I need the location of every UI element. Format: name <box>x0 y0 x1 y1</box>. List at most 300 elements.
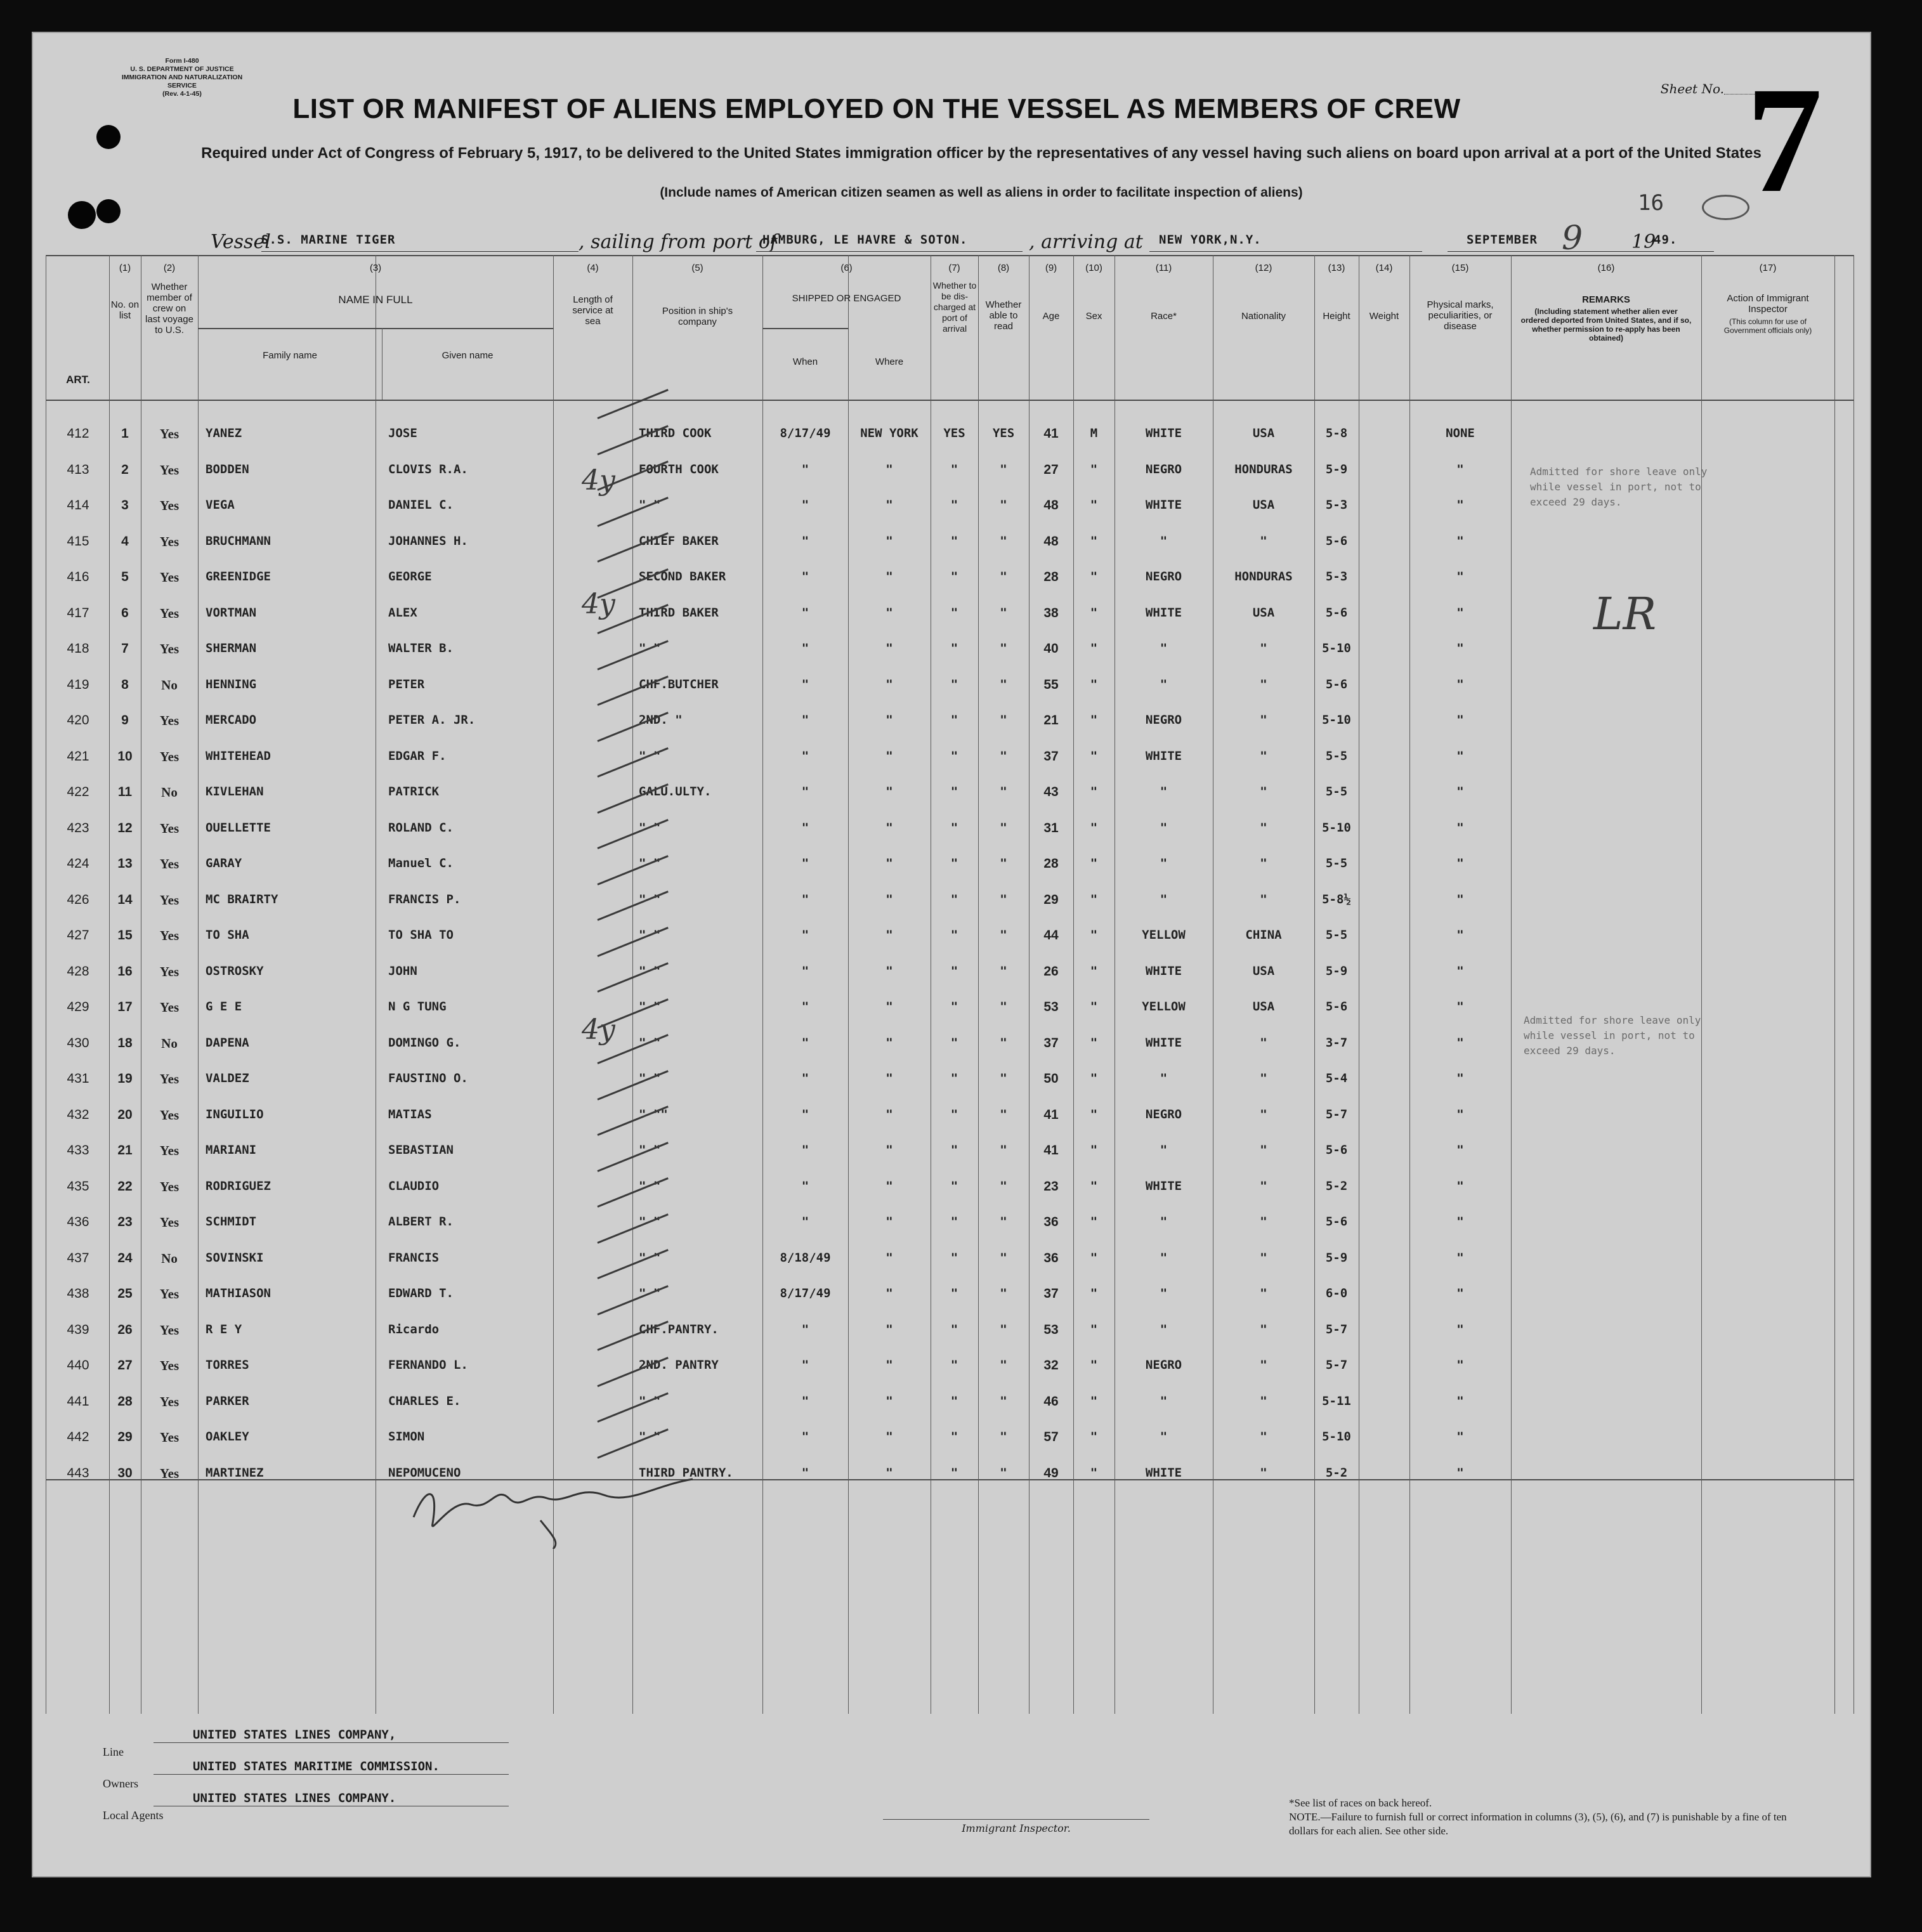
cell-position: " " <box>639 928 661 942</box>
arrival-month: SEPTEMBER <box>1467 233 1538 247</box>
cell-marks: " <box>1456 856 1464 870</box>
cell-nat: " <box>1260 820 1267 835</box>
cell-where: " <box>886 498 893 512</box>
cell-no: 9 <box>121 713 129 728</box>
cell-where: " <box>886 892 893 906</box>
cell-dis: " <box>950 498 958 512</box>
cell-read: " <box>1000 1430 1007 1444</box>
col-1-label: No. on list <box>110 299 140 321</box>
cell-marks: " <box>1456 1430 1464 1444</box>
cell-where: " <box>886 785 893 799</box>
page-subtitle: Required under Act of Congress of February 5, 1917, to be delivered to the United States immigration officer by the representatives of any vessel having such aliens on board upon arrival at a port of the United States <box>201 145 1762 162</box>
cell-when: " <box>801 462 809 476</box>
cell-dis: " <box>950 892 958 906</box>
cell-where: " <box>886 1250 893 1265</box>
cell-position: " " <box>639 1178 661 1193</box>
cell-read: " <box>1000 1071 1007 1085</box>
cell-sex: " <box>1090 677 1098 691</box>
col-13-num: (13) <box>1328 263 1345 273</box>
cell-marks: " <box>1456 820 1464 835</box>
cell-dis: " <box>950 570 958 584</box>
cell-height: 5-9 <box>1325 462 1348 476</box>
cell-race: NEGRO <box>1145 1358 1182 1372</box>
cell-nat: CHINA <box>1245 928 1282 942</box>
cell-position: GALU.ULTY. <box>639 785 712 799</box>
cell-no: 24 <box>117 1250 133 1265</box>
col-5-num: (5) <box>691 263 703 273</box>
cell-age: 36 <box>1043 1215 1059 1229</box>
cell-no: 16 <box>117 963 133 979</box>
cell-sex: " <box>1090 570 1098 584</box>
cell-nat: USA <box>1252 963 1275 978</box>
cell-race: NEGRO <box>1145 462 1182 476</box>
date-underline <box>1448 251 1714 252</box>
table-rule <box>46 400 1853 401</box>
cell-age: 21 <box>1043 713 1059 728</box>
cell-nat: " <box>1260 748 1267 763</box>
col-6-label: SHIPPED OR ENGAGED <box>792 293 901 304</box>
cell-no: 20 <box>117 1107 133 1122</box>
cell-art: 419 <box>67 677 89 692</box>
cell-marks: " <box>1456 462 1464 476</box>
cell-crew: No <box>161 677 178 693</box>
cell-dis: " <box>950 462 958 476</box>
col-art-label: ART. <box>66 374 90 386</box>
page-instruction: (Include names of American citizen seamen as well as aliens in order to facilitate inspection of aliens) <box>660 185 1303 200</box>
cell-read: " <box>1000 1178 1007 1193</box>
departure-port: HAMBURG, LE HAVRE & SOTON. <box>762 233 968 247</box>
cell-crew: Yes <box>159 820 180 836</box>
cell-nat: USA <box>1252 605 1275 620</box>
cell-sex: " <box>1090 1107 1098 1121</box>
cell-age: 57 <box>1043 1430 1059 1444</box>
cell-when: " <box>801 892 809 906</box>
cell-marks: " <box>1456 1071 1464 1085</box>
owners-value: UNITED STATES MARITIME COMMISSION. <box>193 1759 440 1773</box>
cell-art: 438 <box>67 1286 89 1301</box>
cell-sex: " <box>1090 1430 1098 1444</box>
cell-no: 7 <box>121 641 129 656</box>
cell-sex: " <box>1090 713 1098 727</box>
cell-sex: " <box>1090 498 1098 512</box>
table-rule <box>46 255 1853 256</box>
cell-age: 28 <box>1043 856 1059 871</box>
cell-race: NEGRO <box>1145 570 1182 584</box>
cell-no: 8 <box>121 677 129 692</box>
cell-read: " <box>1000 713 1007 727</box>
cell-race: " <box>1160 1430 1168 1444</box>
col-9-label: Age <box>1042 311 1060 322</box>
cell-dis: " <box>950 1358 958 1372</box>
cell-given: SEBASTIAN <box>388 1143 454 1157</box>
cell-where: " <box>886 1465 893 1480</box>
cell-given: DANIEL C. <box>388 498 454 512</box>
cell-no: 11 <box>117 785 133 799</box>
cell-height: 5-7 <box>1325 1107 1348 1121</box>
cell-height: 5-10 <box>1322 713 1351 727</box>
form-identifier <box>112 57 252 98</box>
col-15-num: (15) <box>1451 263 1469 273</box>
subheader-rule <box>198 328 553 329</box>
cell-crew: Yes <box>159 533 180 549</box>
cell-sex: M <box>1090 426 1098 440</box>
cell-where: " <box>886 1286 893 1300</box>
cell-dis: " <box>950 1286 958 1300</box>
cell-age: 46 <box>1043 1394 1059 1409</box>
col-5-label: Position in ship's company <box>662 306 733 327</box>
cell-given: CHARLES E. <box>388 1394 461 1408</box>
cell-height: 5-10 <box>1322 641 1351 655</box>
cell-height: 5-3 <box>1325 570 1348 584</box>
form-id-line: (Rev. 4-1-45) <box>162 90 202 98</box>
cell-family: BRUCHMANN <box>206 533 271 548</box>
cell-marks: " <box>1456 785 1464 799</box>
owners-underline <box>154 1774 509 1775</box>
cell-dis: " <box>950 1394 958 1408</box>
line-underline <box>154 1742 509 1743</box>
cell-height: 5-6 <box>1325 605 1348 620</box>
cell-dis: " <box>950 1035 958 1050</box>
cell-dis: " <box>950 1250 958 1265</box>
cell-when: " <box>801 963 809 978</box>
cell-height: 5-7 <box>1325 1358 1348 1372</box>
cell-race: " <box>1160 1250 1168 1265</box>
cell-nat: HONDURAS <box>1234 570 1293 584</box>
cell-art: 432 <box>67 1107 89 1122</box>
cell-read: " <box>1000 1000 1007 1014</box>
cell-nat: " <box>1260 1215 1267 1229</box>
cell-position: " " <box>639 820 661 835</box>
cell-family: SOVINSKI <box>206 1250 264 1265</box>
cell-art: 440 <box>67 1358 89 1373</box>
cell-marks: " <box>1456 1107 1464 1121</box>
cell-where: " <box>886 1215 893 1229</box>
cell-family: VEGA <box>206 498 235 512</box>
cell-when: " <box>801 1215 809 1229</box>
col-7-num: (7) <box>948 263 960 273</box>
cell-crew: Yes <box>159 928 180 943</box>
cell-art: 429 <box>67 1000 89 1014</box>
cell-read: " <box>1000 462 1007 476</box>
cell-height: 5-2 <box>1325 1178 1348 1193</box>
cell-position: " " <box>639 1071 661 1085</box>
form-id-line: Form I-480 <box>165 57 199 65</box>
cell-family: SCHMIDT <box>206 1215 257 1229</box>
cell-crew: Yes <box>159 856 180 871</box>
cell-art: 433 <box>67 1143 89 1158</box>
col-13-label: Height <box>1323 311 1350 322</box>
col-7-label: Whether to be dis-charged at port of arrival <box>932 280 977 334</box>
cell-when: " <box>801 641 809 655</box>
cell-family: OUELLETTE <box>206 820 271 835</box>
subheader-rule <box>762 328 848 329</box>
cell-no: 2 <box>121 462 129 477</box>
cell-given: Ricardo <box>388 1322 440 1336</box>
cell-position: " "" <box>639 1107 668 1121</box>
cell-race: " <box>1160 533 1168 548</box>
col-14-label: Weight <box>1369 311 1399 322</box>
cell-read: " <box>1000 641 1007 655</box>
cell-age: 43 <box>1043 785 1059 799</box>
manifest-footer <box>33 1714 1873 1879</box>
cell-art: 418 <box>67 641 89 656</box>
cell-when: " <box>801 533 809 548</box>
service-mark: 4y <box>582 1014 615 1046</box>
cell-age: 38 <box>1043 605 1059 620</box>
cell-height: 5-5 <box>1325 748 1348 763</box>
cell-when: " <box>801 856 809 870</box>
col-16-label: REMARKS <box>1582 294 1630 305</box>
cell-when: " <box>801 820 809 835</box>
cell-crew: No <box>161 785 178 800</box>
cell-nat: " <box>1260 1035 1267 1050</box>
cell-position: " " <box>639 963 661 978</box>
cell-no: 15 <box>117 928 133 943</box>
arrival-day: 9 <box>1562 219 1583 258</box>
cell-marks: " <box>1456 1465 1464 1480</box>
cell-read: " <box>1000 820 1007 835</box>
cell-age: 36 <box>1043 1250 1059 1265</box>
cell-no: 13 <box>117 856 133 871</box>
inspector-initials: LR <box>1593 588 1657 640</box>
cell-position: " " <box>639 1250 661 1265</box>
cell-position: " " <box>639 1394 661 1408</box>
cell-sex: " <box>1090 533 1098 548</box>
cell-art: 415 <box>67 533 89 549</box>
cell-dis: " <box>950 533 958 548</box>
cell-family: MARIANI <box>206 1143 257 1157</box>
cell-sex: " <box>1090 856 1098 870</box>
cell-given: NEPOMUCENO <box>388 1465 461 1480</box>
cell-art: 437 <box>67 1250 89 1265</box>
cell-art: 431 <box>67 1071 89 1086</box>
cell-read: YES <box>992 426 1015 440</box>
cell-dis: YES <box>943 426 965 440</box>
cell-position: " " <box>639 1000 661 1014</box>
cell-nat: " <box>1260 1465 1267 1480</box>
cell-no: 6 <box>121 605 129 620</box>
cell-dis: " <box>950 1178 958 1193</box>
cell-family: MC BRAIRTY <box>206 892 278 906</box>
cell-where: " <box>886 963 893 978</box>
cell-when: " <box>801 570 809 584</box>
cell-race: " <box>1160 892 1168 906</box>
cell-age: 31 <box>1043 820 1059 835</box>
cell-no: 5 <box>121 570 129 584</box>
cell-where: " <box>886 928 893 942</box>
cell-family: MERCADO <box>206 713 257 727</box>
cell-where: " <box>886 1000 893 1014</box>
cell-when: " <box>801 677 809 691</box>
cell-dis: " <box>950 1071 958 1085</box>
arrival-port: NEW YORK,N.Y. <box>1159 233 1262 247</box>
cell-sex: " <box>1090 1178 1098 1193</box>
cell-given: ALEX <box>388 605 417 620</box>
cell-marks: " <box>1456 498 1464 512</box>
cell-race: NEGRO <box>1145 1107 1182 1121</box>
page-title: LIST OR MANIFEST OF ALIENS EMPLOYED ON THE VESSEL AS MEMBERS OF CREW <box>292 93 1461 124</box>
punch-hole <box>96 125 121 149</box>
cell-dis: " <box>950 677 958 691</box>
cell-nat: " <box>1260 1107 1267 1121</box>
col-2-num: (2) <box>163 263 176 273</box>
cell-family: GREENIDGE <box>206 570 271 584</box>
cell-age: 40 <box>1043 641 1059 656</box>
service-mark: 4y <box>582 588 615 620</box>
remark-line: Admitted for shore leave only <box>1530 466 1708 478</box>
cell-family: KIVLEHAN <box>206 785 264 799</box>
cell-position: " " <box>639 641 661 655</box>
cell-marks: " <box>1456 533 1464 548</box>
cell-age: 37 <box>1043 1286 1059 1301</box>
table-row <box>46 1452 1853 1494</box>
fine-note: NOTE.—Failure to furnish full or correct information in columns (3), (5), (6), and (7) is punishable by a fine of ten dollars for each alien. See other side. <box>1289 1811 1787 1837</box>
cell-position: CHIEF BAKER <box>639 533 719 548</box>
cell-sex: " <box>1090 892 1098 906</box>
col-16-num: (16) <box>1597 263 1615 273</box>
cell-read: " <box>1000 1286 1007 1300</box>
cell-race: NEGRO <box>1145 713 1182 727</box>
cell-given: DOMINGO G. <box>388 1035 461 1050</box>
cell-sex: " <box>1090 1000 1098 1014</box>
cell-family: HENNING <box>206 677 257 691</box>
cell-marks: " <box>1456 1358 1464 1372</box>
port-underline <box>756 251 1023 252</box>
cell-art: 430 <box>67 1035 89 1050</box>
cell-crew: No <box>161 1250 178 1266</box>
cell-race: " <box>1160 1071 1168 1085</box>
cell-no: 23 <box>117 1215 133 1229</box>
cell-height: 5-6 <box>1325 1215 1348 1229</box>
cell-no: 17 <box>117 1000 133 1014</box>
cell-read: " <box>1000 498 1007 512</box>
cell-given: FRANCIS P. <box>388 892 461 906</box>
cell-race: WHITE <box>1145 605 1182 620</box>
cell-crew: Yes <box>159 1143 180 1158</box>
cell-when: " <box>801 928 809 942</box>
remark-line: while vessel in port, not to <box>1524 1029 1695 1041</box>
cell-position: " " <box>639 1035 661 1050</box>
cell-age: 26 <box>1043 963 1059 979</box>
cell-given: Manuel C. <box>388 856 454 870</box>
cell-when: " <box>801 1107 809 1121</box>
cell-family: MATHIASON <box>206 1286 271 1300</box>
cell-when: " <box>801 1035 809 1050</box>
cell-dis: " <box>950 963 958 978</box>
cell-marks: " <box>1456 641 1464 655</box>
col-2-label: Whether member of crew on last voyage to U.S. <box>145 282 193 336</box>
cell-dis: " <box>950 748 958 763</box>
cell-race: " <box>1160 1215 1168 1229</box>
cell-marks: " <box>1456 1000 1464 1014</box>
cell-no: 22 <box>117 1178 133 1194</box>
cell-where: " <box>886 1394 893 1408</box>
cell-sex: " <box>1090 1071 1098 1085</box>
cell-marks: " <box>1456 963 1464 978</box>
cell-position: " " <box>639 1430 661 1444</box>
cell-when: 8/17/49 <box>780 426 831 440</box>
cell-read: " <box>1000 785 1007 799</box>
cell-nat: " <box>1260 1286 1267 1300</box>
cell-given: PATRICK <box>388 785 440 799</box>
cell-when: " <box>801 1430 809 1444</box>
cell-nat: " <box>1260 892 1267 906</box>
cell-when: " <box>801 1394 809 1408</box>
cell-given: MATIAS <box>388 1107 432 1121</box>
sailing-label: , sailing from port of <box>579 231 778 253</box>
manifest-sheet <box>32 32 1871 1877</box>
cell-crew: Yes <box>159 1430 180 1445</box>
cell-no: 19 <box>117 1071 133 1086</box>
cell-crew: Yes <box>159 1000 180 1015</box>
cell-art: 424 <box>67 856 89 871</box>
cell-sex: " <box>1090 785 1098 799</box>
cell-art: 422 <box>67 785 89 799</box>
cell-read: " <box>1000 677 1007 691</box>
cell-age: 48 <box>1043 533 1059 549</box>
cell-art: 412 <box>67 426 89 441</box>
cell-given: CLAUDIO <box>388 1178 440 1193</box>
cell-where: " <box>886 1107 893 1121</box>
cell-family: GARAY <box>206 856 242 870</box>
cell-read: " <box>1000 892 1007 906</box>
cell-position: " " <box>639 1286 661 1300</box>
cell-position: " " <box>639 856 661 870</box>
col-15-label: Physical marks, peculiarities, or disease <box>1427 299 1494 332</box>
cell-sex: " <box>1090 1035 1098 1050</box>
cell-marks: " <box>1456 928 1464 942</box>
cell-given: PETER A. JR. <box>388 713 476 727</box>
cell-no: 4 <box>121 533 129 549</box>
cell-read: " <box>1000 1465 1007 1480</box>
cell-crew: No <box>161 1035 178 1051</box>
cell-age: 53 <box>1043 1000 1059 1014</box>
owners-label: Owners <box>103 1777 138 1790</box>
cell-age: 28 <box>1043 570 1059 584</box>
cell-art: 416 <box>67 570 89 584</box>
col-12-label: Nationality <box>1241 311 1286 322</box>
cell-sex: " <box>1090 963 1098 978</box>
cell-given: ALBERT R. <box>388 1215 454 1229</box>
col-4-label: Length of service at sea <box>572 294 613 327</box>
cell-dis: " <box>950 820 958 835</box>
cell-age: 29 <box>1043 892 1059 907</box>
form-id-line: IMMIGRATION AND NATURALIZATION SERVICE <box>121 74 243 89</box>
cell-no: 29 <box>117 1430 133 1444</box>
cell-given: EDGAR F. <box>388 748 447 763</box>
cell-height: 5-3 <box>1325 498 1348 512</box>
cell-family: R E Y <box>206 1322 242 1336</box>
cell-height: 6-0 <box>1325 1286 1348 1300</box>
col-11-label: Race* <box>1151 311 1177 322</box>
cell-crew: Yes <box>159 605 180 621</box>
cell-marks: " <box>1456 605 1464 620</box>
cell-marks: NONE <box>1446 426 1475 440</box>
cell-where: " <box>886 713 893 727</box>
remark-shore-leave <box>1530 464 1707 510</box>
cell-family: OSTROSKY <box>206 963 264 978</box>
cell-when: " <box>801 1143 809 1157</box>
cell-when: " <box>801 713 809 727</box>
cell-position: 2ND. " <box>639 713 683 727</box>
cell-read: " <box>1000 1215 1007 1229</box>
cell-art: 443 <box>67 1465 89 1480</box>
cell-when: 8/18/49 <box>780 1250 831 1265</box>
cell-where: " <box>886 1358 893 1372</box>
cell-crew: Yes <box>159 1394 180 1409</box>
cell-read: " <box>1000 605 1007 620</box>
cell-sex: " <box>1090 748 1098 763</box>
